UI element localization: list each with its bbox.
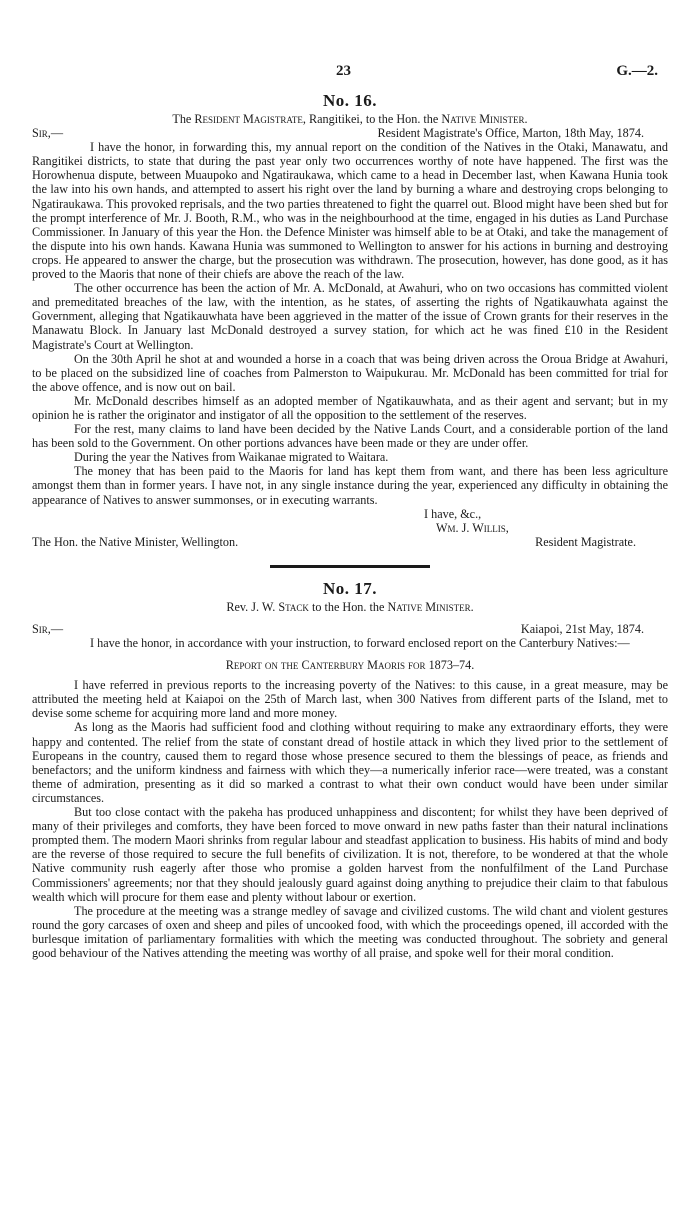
signatory-title: Resident Magistrate. xyxy=(535,534,636,549)
sender-address: Resident Magistrate's Office, Marton, 18th May, 1874. xyxy=(377,126,644,141)
signature-row xyxy=(32,535,668,551)
document-16-heading: The Resident Magistrate, Rangitikei, to the Hon. the Native Minister. xyxy=(172,112,528,127)
page-number: 23 xyxy=(336,63,351,79)
paragraph: For the rest, many claims to land have been decided by the Native Lands Court, and a considerable portion of the land has been sold to the Government. On other portions advances have been made or they are under offer. xyxy=(32,422,668,451)
paragraph: I have referred in previous reports to the increasing poverty of the Natives: to this cause, in a great measure, may be attributed the meeting held at Kaiapoi on the 25th of March last, when 300 Natives from different parts of the Island, met to devise some scheme for acquiring more land and more money. xyxy=(32,678,668,721)
paragraph: The procedure at the meeting was a strange medley of savage and civilized customs. The wild chant and violent gestures round the gory carcases of oxen and sheep and piles of uncooked food, with which the proceedings opened, ill accorded with the burlesque imitation of parliamentary formalities with which the meeting was conducted throughout. The sobriety and general good behaviour of the Natives attending the meeting was worthy of all praise, and spoke well for their moral condition. xyxy=(32,903,668,960)
document-page xyxy=(32,62,668,960)
paragraph: I have the honor, in forwarding this, my annual report on the condition of the Natives in the Otaki, Manawatu, and Rangitikei districts, to state that during the past year only two occurrences worthy of note have happened. The first was the Horowhenua dispute, between Muaupoko and Ngatiraukawa, which came to a head in December last, when Kawana Hunia took the law into his own hands, and attempted to assert his right over the land by burning a whare and destroying crops belonging to Ngatiraukawa. This provoked reprisals, and the two parties threatened to fight the quarrel out. Blood might have been shed but for the prompt interference of Mr. J. Booth, R.M., who was in the neighbourhood at the time, engaged in his duties as Land Purchase Commissioner. In January of this year the Hon. the Defence Minister was himself able to be at Otaki, and take the management of the dispute into his own hands. Kawana Hunia was summoned to Wellington to answer for his actions in burning and destroying crops. He appeared to answer the charge, but the prosecution was withdrawn. The prosecution, however, has done good, as it has proved to the Maoris that none of their chiefs are above the reach of the law. xyxy=(32,140,668,282)
paragraph: I have the honor, in accordance with your instruction, to forward enclosed report on the Canterbury Natives:— xyxy=(90,636,630,650)
paragraph: During the year the Natives from Waikanae migrated to Waitara. xyxy=(74,450,389,465)
salutation: Sir,— xyxy=(32,622,64,636)
paragraph: The money that has been paid to the Maoris for land has kept them from want, and there has been less agriculture amongst them than in former years. I have not, in any single instance during the year, experienced any difficulty in obtaining the appearance of Natives to answer summonses, or in executing warrants. xyxy=(32,464,668,507)
document-17-salutation-row xyxy=(32,622,668,636)
addressee: The Hon. the Native Minister, Wellington. xyxy=(32,534,239,549)
paragraph: Mr. McDonald describes himself as an adopted member of Ngatikauwhata, and as their agent and servant; but in my opinion he is rather the originator and instigator of all the opposition to the settlement of the reserves. xyxy=(32,393,668,422)
report-title: Report on the Canterbury Maoris for 1873–74. xyxy=(225,658,475,673)
paragraph: The other occurrence has been the action of Mr. A. McDonald, at Awahuri, who on two occasions has committed violent and premeditated breaches of the law, with the intention, as he states, of asserting the rights of Ngatikauwhata against the Government, alleging that Ngatikauwhata have been aggrieved in the matter of the issue of Crown grants for their reserves in the Manawatu Block. In January last McDonald destroyed a survey station, for which act he was fined £10 in the Resident Magistrate's Court at Wellington. xyxy=(32,281,668,352)
section-divider xyxy=(270,565,430,568)
document-17-heading: Rev. J. W. Stack to the Hon. the Native Minister. xyxy=(226,599,474,614)
closing: I have, &c., xyxy=(424,506,482,521)
paragraph: But too close contact with the pakeha has produced unhappiness and discontent; for whilst they have been deprived of many of their privileges and comforts, they have been forced to move onward in new paths faster than their natural inclinations prompted them. The modern Maori shrinks from regular labour and steadfast application to business. His habits of mind and body are the reverse of those required to secure the full benefits of civilization. It is not, therefore, to be wondered at that the whole Native community rush eagerly after those who promise a golden harvest from the nonfulfilment of the Land Purchase Commissioners' agreements; nor that they should jealously guard against doing anything to prejudice their claim to that fabulous wealth which will procure for them ease and plenty without labour or exertion. xyxy=(32,805,668,904)
document-16-salutation-row xyxy=(32,126,668,140)
document-number-16: No. 16. xyxy=(322,91,378,110)
sender-address: Kaiapoi, 21st May, 1874. xyxy=(520,622,644,636)
paragraph: As long as the Maoris had sufficient food and clothing without requiring to make any extraordinary efforts, they were happy and contented. The relief from the state of constant dread of hostile attack in which they lived prior to the settlement of Europeans in the country, caused them to regard those whose presence secured to them the blessings of peace, as friends and benefactors; and the uniform kindness and fairness with which they—a numerically inferior race—were treated, was a constant theme of admiration, presenting as it did so marked a contrast to what their own conduct would have been under similar circumstances. xyxy=(32,720,668,805)
signature: Wm. J. Willis, xyxy=(436,520,509,535)
paragraph: On the 30th April he shot at and wounded a horse in a coach that was being driven across the Oroua Bridge at Awahuri, to be placed on the subsidized line of coaches from Palmerston to Waipukurau. Mr. McDonald has been committed for trial for the above offence, and is now out on bail. xyxy=(32,351,668,394)
page-reference: G.—2. xyxy=(616,63,658,79)
salutation: Sir,— xyxy=(32,126,64,141)
document-number-17: No. 17. xyxy=(322,578,378,598)
